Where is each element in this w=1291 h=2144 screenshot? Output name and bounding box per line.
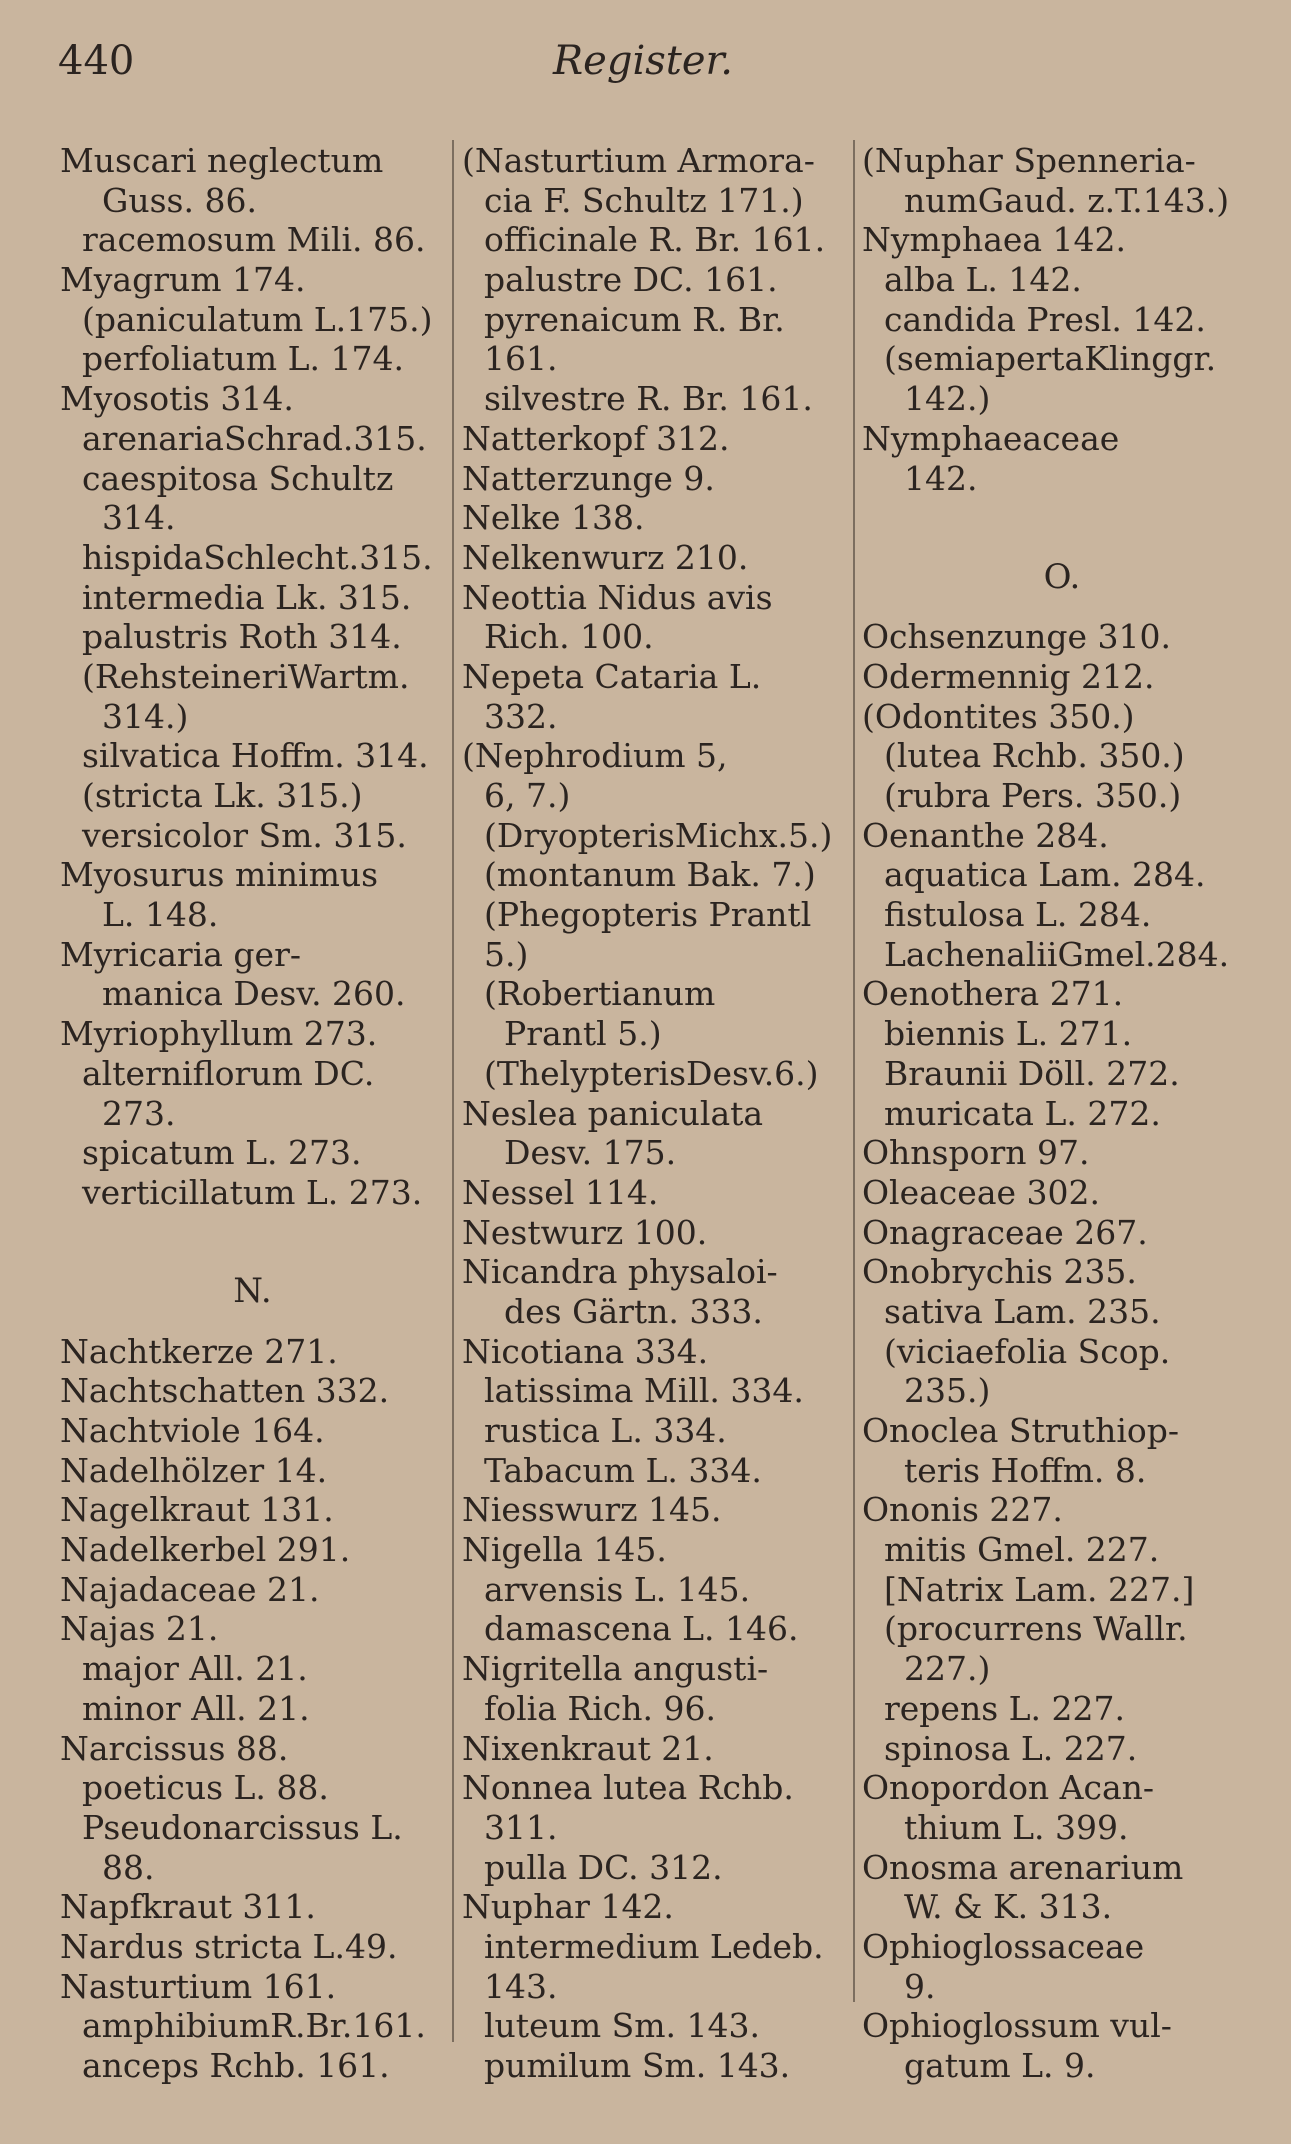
- column-divider-1: [452, 140, 454, 2042]
- index-subentry: (Phegopteris Prantl: [484, 895, 812, 935]
- index-subentry: thium L. 399.: [904, 1807, 1129, 1847]
- index-entry: Nadelkerbel 291.: [60, 1530, 351, 1570]
- index-subentry: pulla DC. 312.: [484, 1847, 723, 1887]
- index-subentry: amphibiumR.Br.161.: [82, 2006, 426, 2046]
- index-subentry: 314.): [102, 696, 189, 736]
- index-subentry: luteum Sm. 143.: [484, 2006, 760, 2046]
- index-subentry: Tabacum L. 334.: [484, 1450, 762, 1490]
- index-subentry: (paniculatum L.175.): [82, 299, 433, 339]
- index-subentry: major All. 21.: [82, 1649, 308, 1689]
- index-subentry: (semiapertaKlinggr.: [884, 339, 1217, 379]
- index-subentry: Rich. 100.: [484, 617, 654, 657]
- index-subentry: 9.: [904, 1966, 936, 2006]
- index-entry: Nigritella angusti-: [462, 1649, 769, 1689]
- section-letter: O.: [1043, 556, 1081, 597]
- index-entry: Nachtschatten 332.: [60, 1371, 390, 1411]
- index-subentry: Braunii Döll. 272.: [884, 1053, 1180, 1093]
- index-subentry: silvatica Hoffm. 314.: [82, 736, 429, 776]
- index-entry: Myricaria ger-: [60, 934, 301, 974]
- index-subentry: spinosa L. 227.: [884, 1728, 1138, 1768]
- spacer: [60, 1213, 445, 1253]
- index-subentry: palustris Roth 314.: [82, 617, 402, 657]
- index-subentry: anceps Rchb. 161.: [82, 2046, 390, 2086]
- index-subentry: perfoliatum L. 174.: [82, 339, 404, 379]
- index-entry: Napfkraut 311.: [60, 1887, 316, 1927]
- index-entry: Neslea paniculata: [462, 1093, 764, 1133]
- spacer: [862, 498, 1262, 538]
- index-subentry: cia F. Schultz 171.): [484, 180, 804, 220]
- index-entry: Odermennig 212.: [862, 656, 1155, 696]
- index-subentry: 314.: [102, 498, 176, 538]
- index-subentry: 142.: [904, 458, 978, 498]
- index-subentry: 5.): [484, 934, 529, 974]
- index-entry: Nachtviole 164.: [60, 1411, 325, 1451]
- index-entry: Onagraceae 267.: [862, 1212, 1148, 1252]
- index-entry: Nessel 114.: [462, 1172, 659, 1212]
- index-subentry: Pseudonarcissus L.: [82, 1807, 403, 1847]
- index-subentry: pyrenaicum R. Br.: [484, 299, 785, 339]
- index-subentry: alterniflorum DC.: [82, 1053, 375, 1093]
- index-entry: Nymphaeaceae: [862, 418, 1120, 458]
- index-subentry: fistulosa L. 284.: [884, 895, 1152, 935]
- index-entry: Myriophyllum 273.: [60, 1014, 378, 1054]
- index-entry: Nelke 138.: [462, 498, 645, 538]
- index-entry: Nicotiana 334.: [462, 1331, 709, 1371]
- index-subentry: 88.: [102, 1847, 155, 1887]
- index-entry: Onopordon Acan-: [862, 1768, 1155, 1808]
- index-entry: Ononis 227.: [862, 1490, 1063, 1530]
- index-entry: Oenothera 271.: [862, 974, 1124, 1014]
- index-subentry: des Gärtn. 333.: [504, 1291, 763, 1331]
- index-entry: Nicandra physaloi-: [462, 1252, 778, 1292]
- index-subentry: W. & K. 313.: [904, 1887, 1113, 1927]
- index-subentry: minor All. 21.: [82, 1688, 310, 1728]
- index-subentry: hispidaSchlecht.315.: [82, 537, 433, 577]
- index-subentry: 142.): [904, 379, 991, 419]
- index-subentry: (rubra Pers. 350.): [884, 776, 1182, 816]
- index-subentry: arvensis L. 145.: [484, 1569, 751, 1609]
- index-subentry: (Robertianum: [484, 974, 716, 1014]
- index-column-1: [60, 141, 445, 2086]
- index-entry: Nasturtium 161.: [60, 1966, 337, 2006]
- index-entry: (Nasturtium Armora-: [462, 141, 815, 180]
- index-subentry: teris Hoffm. 8.: [904, 1450, 1147, 1490]
- index-subentry: biennis L. 271.: [884, 1014, 1133, 1054]
- index-subentry: damascena L. 146.: [484, 1609, 799, 1649]
- index-subentry: sativa Lam. 235.: [884, 1291, 1161, 1331]
- index-subentry: Guss. 86.: [102, 180, 257, 220]
- index-entry: Nardus stricta L.49.: [60, 1926, 398, 1966]
- index-subentry: (DryopterisMichx.5.): [484, 815, 833, 855]
- index-entry: Onoclea Struthiop-: [862, 1411, 1180, 1451]
- index-subentry: (viciaefolia Scop.: [884, 1331, 1171, 1371]
- index-subentry: candida Presl. 142.: [884, 299, 1206, 339]
- index-entry: Ochsenzunge 310.: [862, 617, 1172, 657]
- index-column-2: [462, 141, 852, 2086]
- index-subentry: folia Rich. 96.: [484, 1688, 716, 1728]
- index-subentry: mitis Gmel. 227.: [884, 1530, 1160, 1570]
- index-subentry: silvestre R. Br. 161.: [484, 379, 813, 419]
- index-subentry: gatum L. 9.: [904, 2046, 1096, 2086]
- index-subentry: (RehsteineriWartm.: [82, 656, 410, 696]
- index-subentry: repens L. 227.: [884, 1688, 1126, 1728]
- index-subentry: L. 148.: [102, 895, 219, 935]
- index-subentry: numGaud. z.T.143.): [904, 180, 1230, 220]
- index-subentry: 143.: [484, 1966, 558, 2006]
- index-entry: Nelkenwurz 210.: [462, 537, 749, 577]
- index-entry: Nixenkraut 21.: [462, 1728, 714, 1768]
- index-subentry: (stricta Lk. 315.): [82, 776, 363, 815]
- index-entry: Myosotis 314.: [60, 379, 294, 419]
- index-subentry: (montanum Bak. 7.): [484, 855, 816, 895]
- index-entry: Nonnea lutea Rchb.: [462, 1768, 794, 1808]
- index-subentry: 311.: [484, 1807, 558, 1847]
- index-entry: Oenanthe 284.: [862, 815, 1109, 855]
- column-divider-2: [853, 140, 855, 2002]
- index-entry: Najas 21.: [60, 1609, 219, 1649]
- index-subentry: 227.): [904, 1649, 991, 1689]
- index-entry: Ohnsporn 97.: [862, 1133, 1090, 1173]
- index-entry: Neottia Nidus avis: [462, 577, 773, 617]
- index-subentry: (lutea Rchb. 350.): [884, 736, 1185, 776]
- index-entry: (Nuphar Spenneria-: [862, 141, 1196, 180]
- index-entry: Oleaceae 302.: [862, 1172, 1100, 1212]
- index-subentry: versicolor Sm. 315.: [82, 815, 407, 855]
- index-subentry: (ThelypterisDesv.6.): [484, 1053, 819, 1093]
- index-subentry: 273.: [102, 1093, 176, 1133]
- index-entry: Myagrum 174.: [60, 260, 306, 300]
- index-entry: Onobrychis 235.: [862, 1252, 1137, 1292]
- index-subentry: rustica L. 334.: [484, 1411, 727, 1450]
- index-subentry: 6, 7.): [484, 776, 571, 815]
- index-entry: Nymphaea 142.: [862, 220, 1127, 260]
- index-subentry: racemosum Mili. 86.: [82, 220, 426, 260]
- index-entry: Natterzunge 9.: [462, 458, 715, 498]
- index-subentry: palustre DC. 161.: [484, 260, 778, 300]
- index-subentry: 161.: [484, 339, 558, 379]
- index-subentry: poeticus L. 88.: [82, 1768, 329, 1808]
- index-subentry: [Natrix Lam. 227.]: [884, 1569, 1195, 1609]
- index-subentry: 235.): [904, 1371, 991, 1411]
- index-subentry: muricata L. 272.: [884, 1093, 1161, 1133]
- index-subentry: Prantl 5.): [504, 1014, 662, 1054]
- index-subentry: LachenaliiGmel.284.: [884, 934, 1230, 974]
- index-entry: Onosma arenarium: [862, 1847, 1184, 1887]
- index-entry: Natterkopf 312.: [462, 418, 730, 458]
- index-entry: Myosurus minimus: [60, 855, 379, 895]
- index-entry: Niesswurz 145.: [462, 1490, 722, 1530]
- index-subentry: manica Desv. 260.: [102, 974, 406, 1014]
- index-subentry: 332.: [484, 696, 558, 736]
- index-entry: Nagelkraut 131.: [60, 1490, 334, 1530]
- index-subentry: spicatum L. 273.: [82, 1133, 362, 1173]
- index-entry: Nepeta Cataria L.: [462, 656, 762, 696]
- index-column-3: [862, 141, 1262, 2086]
- index-entry: Narcissus 88.: [60, 1728, 289, 1768]
- index-entry: (Nephrodium 5,: [462, 736, 728, 776]
- index-entry: Ophioglossaceae: [862, 1926, 1145, 1966]
- page-header: [58, 38, 1228, 98]
- index-subentry: officinale R. Br. 161.: [484, 220, 826, 260]
- index-subentry: intermedium Ledeb.: [484, 1926, 824, 1966]
- page-number: 440: [58, 38, 135, 84]
- index-subentry: caespitosa Schultz: [82, 458, 394, 498]
- index-entry: Nachtkerze 271.: [60, 1331, 338, 1371]
- index-subentry: (procurrens Wallr.: [884, 1609, 1188, 1649]
- index-subentry: verticillatum L. 273.: [82, 1172, 423, 1212]
- index-entry: (Odontites 350.): [862, 696, 1135, 736]
- index-subentry: latissima Mill. 334.: [484, 1371, 804, 1411]
- index-entry: Nigella 145.: [462, 1530, 667, 1570]
- running-title: Register.: [553, 38, 733, 84]
- index-entry: Nadelhölzer 14.: [60, 1450, 328, 1490]
- index-entry: Muscari neglectum: [60, 141, 384, 180]
- section-letter: N.: [233, 1271, 272, 1312]
- index-subentry: pumilum Sm. 143.: [484, 2046, 791, 2085]
- index-subentry: arenariaSchrad.315.: [82, 418, 427, 458]
- index-subentry: aquatica Lam. 284.: [884, 855, 1206, 895]
- index-subentry: alba L. 142.: [884, 260, 1082, 300]
- index-entry: Ophioglossum vul-: [862, 2006, 1172, 2046]
- index-subentry: intermedia Lk. 315.: [82, 577, 412, 617]
- index-entry: Najadaceae 21.: [60, 1569, 320, 1609]
- index-subentry: Desv. 175.: [504, 1133, 677, 1173]
- index-entry: Nuphar 142.: [462, 1887, 674, 1927]
- index-entry: Nestwurz 100.: [462, 1212, 708, 1252]
